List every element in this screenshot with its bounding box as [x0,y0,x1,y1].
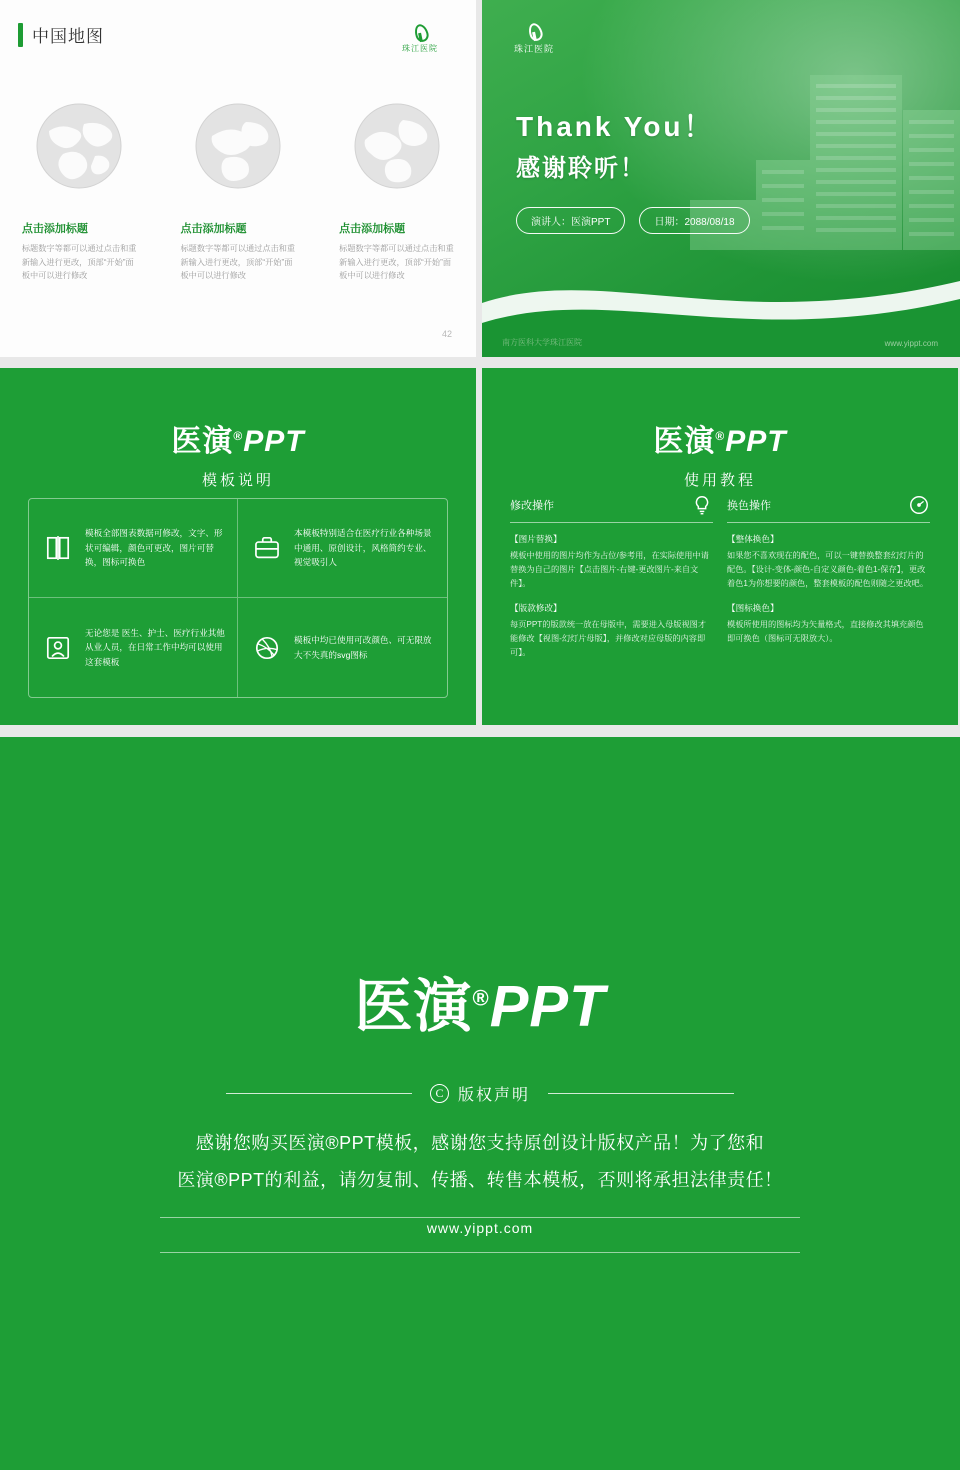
block-title: 【整体换色】 [727,534,779,544]
brand-logo [482,416,958,460]
slide-usage-tutorial[interactable] [482,368,958,725]
caption-column[interactable] [180,220,295,283]
tutorial-column-recolor[interactable] [727,494,930,661]
hospital-logo [392,22,448,56]
copyright-icon: C [430,1084,449,1103]
block-body: 模板所使用的图标均为矢量格式，直接修改其填充颜色即可换色（图标可无限放大）。 [727,619,924,643]
slide-china-map[interactable] [0,0,476,357]
caption-body: 标题数字等都可以通过点击和重新输入进行更改，顶部“开始”面板中可以进行修改 [180,244,296,281]
ball-icon [250,631,284,665]
block-body: 模板中使用的图片均作为占位/参考用，在实际使用中请替换为自己的图片【点击图片-右键-更改图片-来自文件】。 [510,550,709,589]
globe-row [0,96,476,216]
tutorial-block [510,533,713,592]
column-header [510,494,713,523]
copyright-label: 版权声明 [457,1087,530,1104]
brand-en: PPT [725,425,787,458]
footer-url[interactable]: www.yippt.com [884,339,938,348]
palette-icon [908,494,930,516]
brand-logo-large [0,959,960,1043]
block-title: 【图标换色】 [727,602,779,613]
feature-cell[interactable] [238,598,447,697]
block-body: 每页PPT的版款统一放在母版中，需要进入母版视图才能修改【视图-幻灯片母版】，并修改对应母版的内容即可】。 [510,619,707,658]
tutorial-column-edit[interactable] [510,494,713,661]
meta-pill-row [516,207,750,234]
footer-url-wrap [0,1220,960,1238]
logo-label: 珠江医院 [513,44,554,54]
slide-row-1 [0,0,960,362]
book-icon [41,531,75,565]
page-number: 42 [441,329,452,339]
hospital-logo [502,18,566,60]
footer-divider-top [160,1217,800,1218]
logo-label: 珠江医院 [402,44,438,53]
slide-subtitle: 模板说明 [201,472,274,489]
divider-line-right [548,1093,734,1094]
brand-logo [0,416,476,460]
caption-title: 点击添加标题 [339,223,406,235]
divider-line-left [226,1093,412,1094]
caption-title: 点击添加标题 [21,223,88,235]
caption-body: 标题数字等都可以通过点击和重新输入进行更改，顶部“开始”面板中可以进行修改 [339,244,454,281]
copyright-text [0,1125,960,1199]
caption-column[interactable] [22,220,137,283]
block-title: 【版款修改】 [510,602,562,613]
thank-you-heading: Thank You！ [516,111,715,142]
copyright-divider [0,1082,960,1105]
copyright-line-1: 感谢您购买医演®PPT模板，感谢您支持原创设计版权产品！为了您和 [195,1133,765,1153]
caption-columns [0,220,476,283]
brand-cn: 医演 [653,425,716,458]
brand-en: PPT [489,974,606,1039]
brand-reg: ® [472,985,490,1011]
slide-copyright[interactable] [0,737,960,1470]
feature-text: 模板中均已使用可改颜色、可无限放大不失真的svg图标 [294,634,432,660]
leaf-icon [526,23,542,41]
title-accent-bar [18,23,23,47]
caption-body: 标题数字等都可以通过点击和重新输入进行更改，顶部“开始”面板中可以进行修改 [21,244,137,281]
feature-cell[interactable] [238,499,447,598]
tutorial-block [727,602,930,646]
feature-grid [28,498,448,698]
copyright-label-wrap [430,1082,530,1105]
column-title: 换色操作 [727,500,771,512]
globe-icon [29,96,129,196]
block-body: 如果您不喜欢现在的配色，可以一键替换整套幻灯片的配色。【设计-变体-颜色-自定义颜色-着色1-保存】，更改着色1为你想要的颜色，整套模板的配色则随之更改吧。 [727,550,929,589]
date-pill: 日期：2088/08/18 [639,207,749,234]
case-icon [250,531,284,565]
footer-url[interactable]: www.yippt.com [411,1220,549,1236]
column-header [727,494,930,523]
brand-reg: ® [715,429,726,443]
tutorial-block [727,533,930,592]
slide-title [18,22,104,47]
brand-cn: 医演 [171,425,234,458]
page-title: 中国地图 [32,27,104,46]
tutorial-columns [510,494,930,661]
tutorial-block [510,602,713,661]
doctor-icon [41,631,75,665]
slide-subtitle: 使用教程 [683,472,756,489]
speaker-pill: 演讲人：医演PPT [516,207,625,234]
feature-text: 无论您是 医生、护士、医疗行业其他从业人员，在日常工作中均可以使用这套模板 [85,627,225,667]
caption-column[interactable] [339,220,454,283]
brand-cn: 医演 [354,974,473,1039]
feature-text: 模板全部图表数据可修改，文字、形状可编辑，颜色可更改，图片可替换，图标可换色 [85,528,223,568]
column-title: 修改操作 [510,500,554,512]
brand-reg: ® [233,429,244,443]
block-title: 【图片替换】 [510,534,562,544]
feature-text: 本模板特别适合在医疗行业各种场景中通用、原创设计，风格简约专业、视觉吸引人 [294,528,432,568]
slide-row-2 [0,368,960,731]
slide-template-description[interactable] [0,368,476,725]
leaf-icon [412,24,428,42]
footer-organization: 南方医科大学珠江医院 [502,338,582,347]
feature-cell[interactable] [29,598,238,697]
copyright-line-2: 医演®PPT的利益，请勿复制、传播、转售本模板，否则将承担法律责任！ [177,1169,783,1190]
globe-icon [347,96,447,196]
feature-cell[interactable] [29,499,238,598]
globe-icon [188,96,288,196]
thank-you-heading-cn: 感谢聆听！ [516,155,646,182]
footer-divider-bottom [160,1252,800,1253]
brand-en: PPT [243,425,305,458]
slide-thank-you[interactable] [482,0,960,357]
caption-title: 点击添加标题 [180,223,247,235]
bulb-icon [691,494,713,516]
